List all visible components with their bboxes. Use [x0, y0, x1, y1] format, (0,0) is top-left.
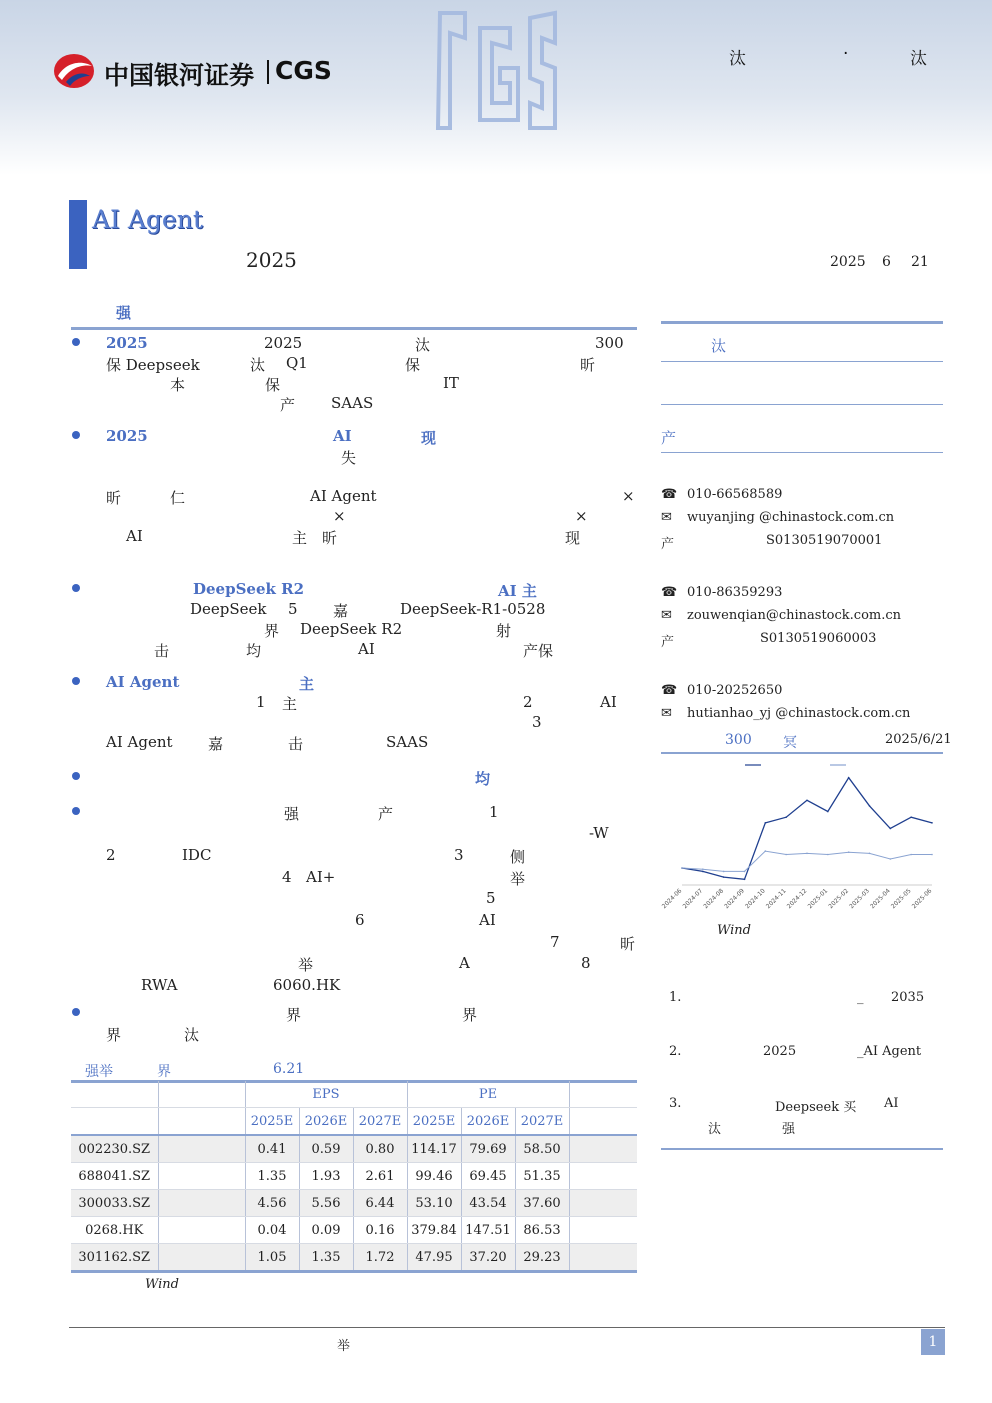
chart-point [785, 816, 787, 818]
table-caption: 界 [157, 1064, 171, 1080]
sidebar-box2-title: 产 [661, 429, 677, 447]
bullet-1-text: Q1 [286, 354, 308, 372]
table-cell: 4.56 [245, 1190, 299, 1217]
valuation-table [71, 1081, 637, 1273]
chart-point [890, 858, 892, 860]
related-text[interactable]: AI [884, 1096, 899, 1111]
bullet-3-head: AI 主 [498, 582, 537, 600]
year-header: 2027E [353, 1108, 407, 1136]
chart-point [702, 871, 704, 873]
stock-code: 0268.HK [71, 1217, 158, 1244]
bullet-3-text: DeepSeek [190, 600, 267, 618]
sidebar-rule [661, 452, 943, 453]
bullet-1-head: 2025 [106, 334, 148, 352]
bullet-4-head: 主 [299, 675, 315, 693]
bullet-2-text: 昕 [106, 489, 122, 507]
table-cell: 51.35 [515, 1163, 569, 1190]
stock-code: 300033.SZ [71, 1190, 158, 1217]
bullet-4-text: 击 [288, 735, 304, 753]
chart-point [869, 853, 871, 855]
chart-point [681, 867, 683, 869]
table-cell: 37.20 [461, 1244, 515, 1272]
bullet-1-text: 保 [405, 356, 421, 374]
year-header: 2026E [299, 1108, 353, 1136]
table-cell: 0.16 [353, 1217, 407, 1244]
table-cell: 47.95 [407, 1244, 461, 1272]
report-date-day: 21 [911, 254, 929, 270]
bullet-3-text: 5 [288, 600, 298, 618]
table-cell: 2.61 [353, 1163, 407, 1190]
page-number: 1 [921, 1329, 945, 1355]
sidebar-bottom-rule [661, 1148, 943, 1150]
chart-x-tick-label: 2024-12 [785, 887, 809, 911]
stock-code: 002230.SZ [71, 1135, 158, 1163]
chart-point [806, 799, 808, 801]
related-num: 3. [669, 1096, 682, 1111]
bullet-dot [72, 584, 80, 592]
chart-point [931, 854, 933, 856]
bullet-2-text: 主 [292, 529, 308, 547]
chart-rule [661, 752, 943, 754]
related-text[interactable]: 2025 [763, 1044, 797, 1059]
bullet-1-text: 产 [280, 396, 296, 414]
chart-x-tick-label: 2025-05 [889, 887, 913, 911]
chart-x-tick-label: 2025-03 [848, 887, 871, 911]
chart-point [910, 854, 912, 856]
bullet-dot [72, 677, 80, 685]
analyst-email[interactable]: wuyanjing @chinastock.com.cn [687, 510, 895, 525]
related-num: 2. [669, 1044, 682, 1059]
report-subtitle-year: 2025 [246, 248, 297, 272]
sidebar-rule [661, 404, 943, 405]
bullet-2-text: 昕 [322, 529, 338, 547]
bullet-4-text: 嘉 [208, 735, 224, 753]
bullet-6-text: A [459, 954, 470, 972]
table-cell: 29.23 [515, 1244, 569, 1272]
chart-point [827, 854, 829, 856]
chart-point [869, 805, 871, 807]
table-cell: 58.50 [515, 1135, 569, 1163]
eps-header: EPS [245, 1081, 407, 1108]
chart-point [723, 871, 725, 873]
related-text[interactable]: Deepseek 买 [775, 1100, 857, 1115]
table-cell: 86.53 [515, 1217, 569, 1244]
chart-date: 2025/6/21 [885, 732, 952, 747]
section-rule [71, 327, 637, 330]
bullet-6-text: 举 [510, 870, 526, 888]
year-header: 2027E [515, 1108, 569, 1136]
email-icon: ✉ [661, 510, 672, 525]
email-icon: ✉ [661, 706, 672, 721]
table-cell: 0.41 [245, 1135, 299, 1163]
bullet-2-text: × [333, 507, 346, 525]
bullet-2-head: 现 [421, 429, 437, 447]
chart-point [848, 777, 850, 779]
table-cell: 5.56 [299, 1190, 353, 1217]
bullet-7-text: 界 [106, 1026, 122, 1044]
header-right-text-2: 汰 [910, 49, 927, 69]
bullet-2-text: AI [126, 527, 143, 545]
title-accent-bar [69, 200, 87, 269]
chart-x-tick-label: 2025-02 [827, 887, 851, 911]
chart-point [890, 828, 892, 830]
bullet-4-text: 3 [532, 713, 542, 731]
bullet-4-text: 1 [256, 693, 266, 711]
table-cell: 379.84 [407, 1217, 461, 1244]
bullet-2-text: AI Agent [310, 487, 377, 505]
bullet-1-text: 昕 [580, 356, 596, 374]
brand-logo-icon [52, 52, 96, 90]
bullet-4-text: 2 [523, 693, 533, 711]
chart-point [744, 871, 746, 873]
table-cell: 69.45 [461, 1163, 515, 1190]
chart-x-tick-label: 2024-11 [764, 887, 788, 911]
table-cell: 0.09 [299, 1217, 353, 1244]
sidebar-box1-title: 汰 [711, 337, 727, 355]
bullet-2-head: AI [333, 427, 352, 445]
table-cell: 1.35 [245, 1163, 299, 1190]
chart-point [785, 854, 787, 856]
related-text[interactable]: _ [857, 990, 864, 1005]
bullet-1-text: IT [443, 374, 459, 392]
analyst-email[interactable]: hutianhao_yj @chinastock.com.cn [687, 706, 911, 721]
bullet-4-text: 主 [282, 695, 298, 713]
analyst-email[interactable]: zouwenqian@chinastock.com.cn [687, 608, 902, 623]
bullet-3-text: 射 [496, 622, 512, 640]
related-text[interactable]: _AI Agent [857, 1044, 922, 1059]
brand-logo [52, 52, 96, 90]
sidebar-rule [661, 321, 943, 324]
bullet-3-text: 击 [154, 642, 170, 660]
table-cell: 37.60 [515, 1190, 569, 1217]
report-title: AI Agent [92, 205, 203, 234]
footer-text: 举 [337, 1339, 351, 1354]
bullet-2-text: × [622, 487, 635, 505]
bullet-dot [72, 338, 80, 346]
stock-code: 301162.SZ [71, 1244, 158, 1272]
analyst-cert: S0130519060003 [760, 631, 877, 646]
table-cell: 1.93 [299, 1163, 353, 1190]
bullet-3-text: 产保 [523, 642, 554, 660]
pe-header: PE [407, 1081, 569, 1108]
bullet-6-text: RWA [141, 976, 178, 994]
bullet-2-text: 现 [565, 529, 581, 547]
table-cell: 79.69 [461, 1135, 515, 1163]
bullet-6-text: -W [589, 824, 609, 842]
bullet-6-text: 8 [581, 954, 591, 972]
bullet-6-text: 3 [454, 846, 464, 864]
bullet-2-text: 失 [341, 449, 357, 467]
bullet-6-text: 2 [106, 846, 116, 864]
bullet-4-text: AI [600, 693, 617, 711]
bullet-6-text: 6 [355, 911, 365, 929]
sidebar-rule [661, 361, 943, 362]
table-row [71, 1135, 637, 1163]
footer-rule [69, 1327, 945, 1328]
bullet-2-text: 仁 [170, 489, 186, 507]
bullet-5-head: 均 [475, 770, 491, 788]
analyst-cert-label: 产 [661, 635, 675, 650]
chart-x-tick-label: 2024-08 [702, 887, 726, 911]
bullet-3-head: DeepSeek R2 [193, 580, 305, 598]
bullet-dot [72, 807, 80, 815]
bullet-6-text: 产 [378, 805, 394, 823]
performance-chart [660, 760, 942, 925]
table-source: Wind [145, 1277, 179, 1292]
bullet-3-text: DeepSeek-R1-0528 [400, 600, 546, 618]
bullet-7-text: 界 [286, 1006, 302, 1024]
bullet-3-text: DeepSeek R2 [300, 620, 403, 638]
stock-code: 688041.SZ [71, 1163, 158, 1190]
section-heading: 强 [116, 304, 132, 322]
table-caption: 强举 [85, 1064, 113, 1080]
table-cell: 147.51 [461, 1217, 515, 1244]
bullet-3-text: 均 [246, 642, 262, 660]
table-cell: 43.54 [461, 1190, 515, 1217]
chart-series-line [682, 778, 932, 880]
bullet-1-text: 2025 [264, 334, 303, 352]
chart-point [744, 879, 746, 881]
analyst-cert-label: 产 [661, 537, 675, 552]
bullet-3-text: 嘉 [333, 602, 349, 620]
chart-point [806, 853, 808, 855]
related-text[interactable]: 2035 [891, 990, 925, 1005]
brand-name-en: CGS [275, 56, 332, 85]
chart-x-tick-label: 2024-10 [744, 887, 767, 911]
bullet-6-text: 强 [284, 805, 300, 823]
brand-separator [267, 60, 269, 84]
bullet-2-text: × [575, 507, 588, 525]
bullet-dot [72, 431, 80, 439]
chart-point [931, 822, 933, 824]
bullet-6-text: 7 [550, 933, 560, 951]
bullet-1-text: 本 [170, 376, 186, 394]
bullet-6-text: 5 [486, 889, 496, 907]
chart-point [723, 876, 725, 878]
table-year-row [71, 1108, 637, 1136]
table-row [71, 1244, 637, 1272]
chart-x-tick-label: 2025-06 [910, 887, 934, 911]
analyst-phone: 010-86359293 [687, 585, 783, 600]
table-row [71, 1190, 637, 1217]
chart-x-tick-label: 2024-06 [660, 887, 684, 911]
chart-x-tick-label: 2024-09 [723, 887, 746, 911]
email-icon: ✉ [661, 608, 672, 623]
chart-x-tick-label: 2025-01 [806, 887, 830, 911]
bullet-4-text: SAAS [386, 733, 429, 751]
bullet-1-text: 汰 [415, 336, 431, 354]
chart-point [765, 822, 767, 824]
table-header-row [71, 1081, 637, 1108]
table-cell: 0.59 [299, 1135, 353, 1163]
chart-point [827, 811, 829, 813]
year-header: 2025E [407, 1108, 461, 1136]
bullet-6-text: AI [479, 911, 496, 929]
bullet-3-text: 界 [264, 622, 280, 640]
table-cell: 1.05 [245, 1244, 299, 1272]
table-cell: 0.04 [245, 1217, 299, 1244]
chart-point [910, 816, 912, 818]
chart-point [848, 851, 850, 853]
related-text[interactable]: 强 [782, 1122, 796, 1137]
related-text[interactable]: 汰 [708, 1122, 722, 1137]
phone-icon: ☎ [661, 487, 678, 502]
table-caption: 6.21 [273, 1061, 305, 1077]
chart-x-tick-label: 2025-04 [869, 887, 892, 911]
table-cell: 0.80 [353, 1135, 407, 1163]
chart-title: 300 [725, 732, 752, 748]
chart-source: Wind [717, 923, 751, 938]
bullet-1-text: 保 [265, 376, 281, 394]
phone-icon: ☎ [661, 585, 678, 600]
bullet-1-text: 保 Deepseek [106, 356, 200, 374]
header-right-text-1: 汰 [729, 49, 746, 69]
bullet-6-text: 1 [489, 803, 499, 821]
bullet-6-text: 4 [282, 868, 292, 886]
bullet-2-head: 2025 [106, 427, 148, 445]
analyst-cert: S0130519070001 [766, 533, 883, 548]
bullet-1-text: 汰 [250, 356, 266, 374]
bullet-6-text: 昕 [620, 935, 636, 953]
chart-point [765, 850, 767, 852]
bullet-7-text: 界 [462, 1006, 478, 1024]
chart-point [702, 868, 704, 870]
bullet-6-text: AI+ [306, 868, 336, 886]
table-row [71, 1217, 637, 1244]
table-cell: 53.10 [407, 1190, 461, 1217]
bullet-6-text: 侧 [510, 848, 526, 866]
bullet-7-text: 汰 [184, 1026, 200, 1044]
related-num: 1. [669, 990, 682, 1005]
bullet-dot [72, 1008, 80, 1016]
table-cell: 99.46 [407, 1163, 461, 1190]
analyst-phone: 010-20252650 [687, 683, 783, 698]
year-header: 2025E [245, 1108, 299, 1136]
brand-name-cn: 中国银河证券 [104, 61, 255, 90]
bullet-6-text: 举 [298, 956, 314, 974]
phone-icon: ☎ [661, 683, 678, 698]
table-row [71, 1163, 637, 1190]
watermark-logo [430, 8, 560, 137]
table-cell: 6.44 [353, 1190, 407, 1217]
bullet-4-text: AI Agent [106, 733, 173, 751]
header-right-dot: · [843, 44, 849, 64]
analyst-phone: 010-66568589 [687, 487, 783, 502]
chart-x-tick-label: 2024-07 [681, 887, 705, 911]
bullet-dot [72, 772, 80, 780]
bullet-1-text: 300 [595, 334, 624, 352]
bullet-1-text: SAAS [331, 394, 374, 412]
bullet-6-text: IDC [182, 846, 212, 864]
bullet-4-head: AI Agent [106, 673, 180, 691]
year-header: 2026E [461, 1108, 515, 1136]
table-cell: 114.17 [407, 1135, 461, 1163]
report-date-month: 6 [882, 254, 891, 270]
bullet-6-text: 6060.HK [273, 976, 341, 994]
chart-title: 冥 [783, 735, 797, 751]
report-date-year: 2025 [830, 254, 866, 270]
table-cell: 1.72 [353, 1244, 407, 1272]
bullet-3-text: AI [358, 640, 375, 658]
table-cell: 1.35 [299, 1244, 353, 1272]
